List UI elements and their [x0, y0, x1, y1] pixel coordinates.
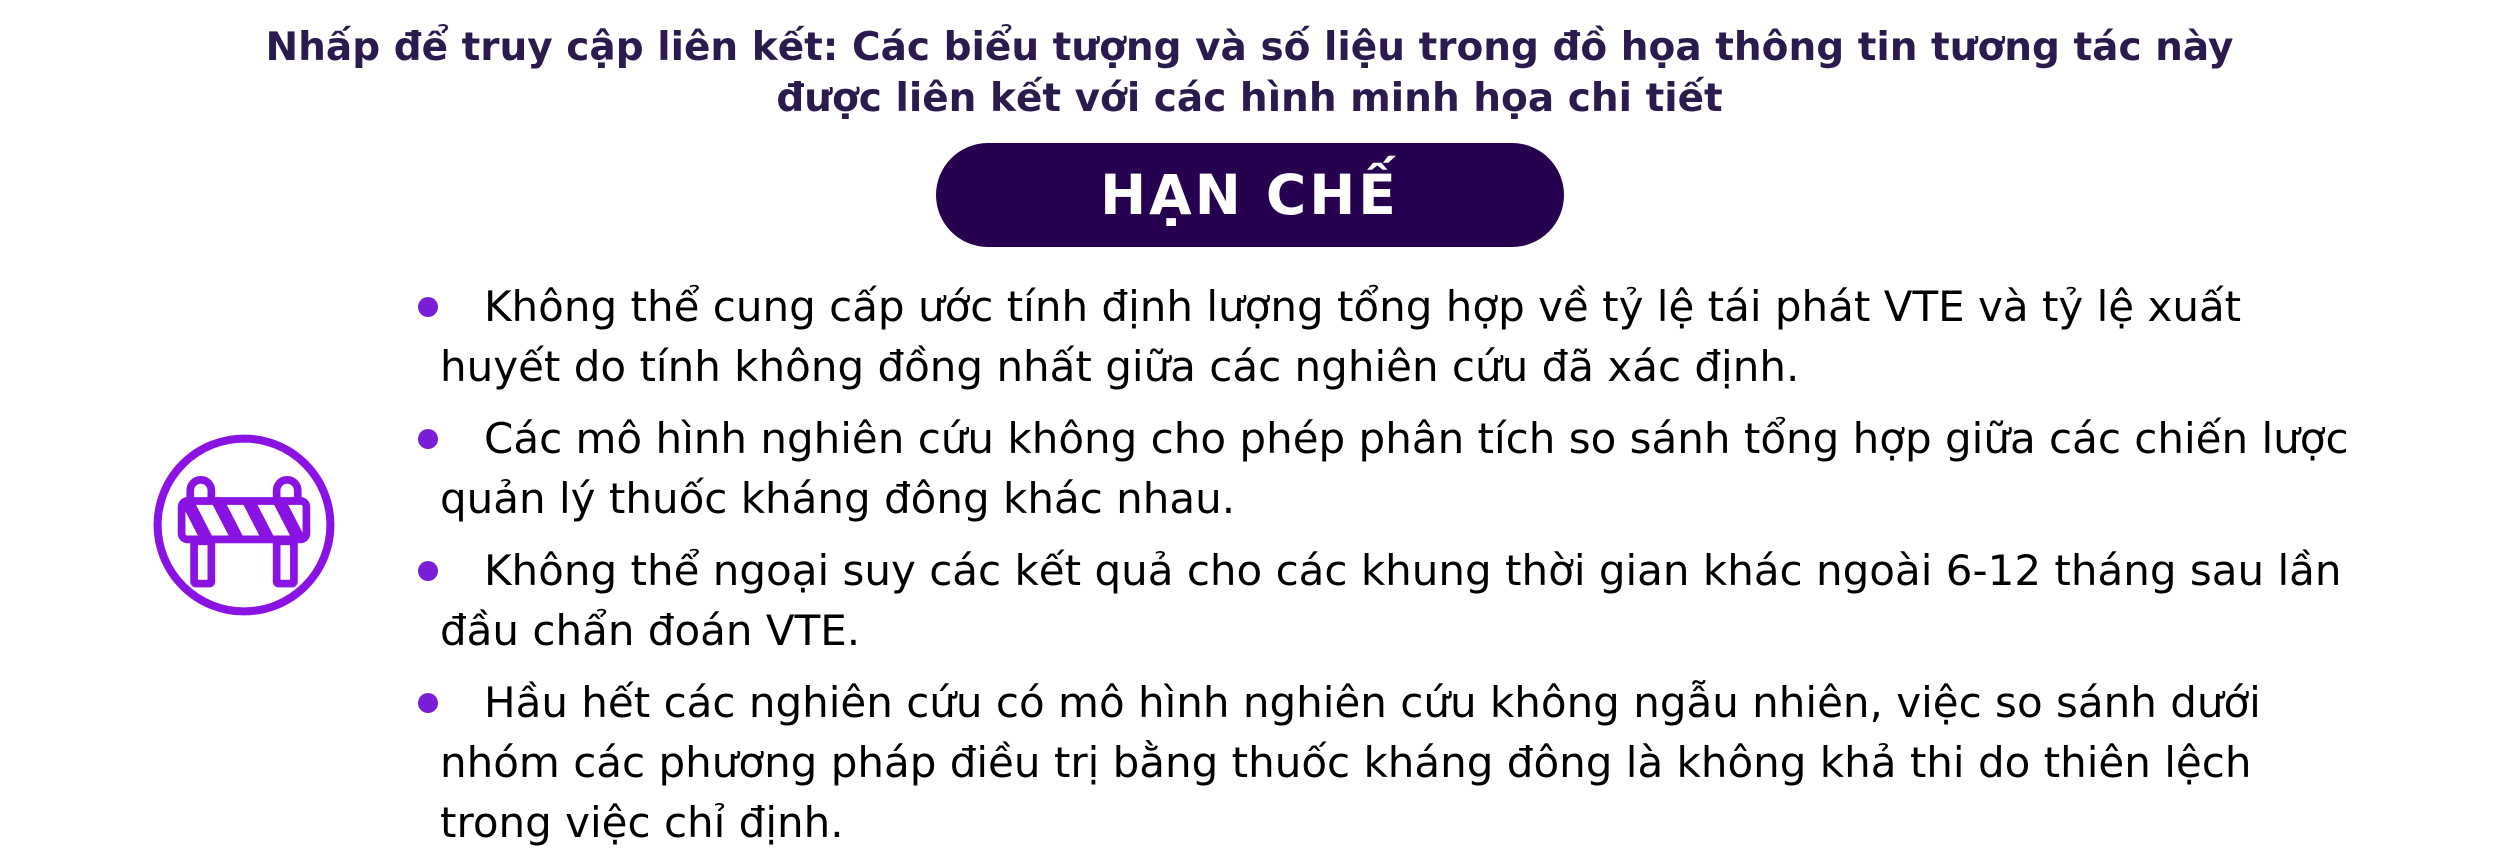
limitation-text-4: Hầu hết các nghiên cứu có mô hình nghiên cứu không ngẫu nhiên, việc so sánh dưới nhóm các phương pháp điều trị bằng thuốc kháng đông là không khả thi do thiên lệch trong việc chỉ định. — [440, 677, 2261, 847]
limitation-text-3: Không thể ngoại suy các kết quả cho các khung thời gian khác ngoài 6-12 tháng sau lần đầu chẩn đoán VTE. — [440, 545, 2342, 655]
intro-note: Nhấp để truy cập liên kết: Các biểu tượng và số liệu trong đồ họa thông tin tương tác này được liên kết với các hình minh họa chi tiết — [265, 25, 2234, 122]
limitations-content — [0, 277, 2499, 853]
limitation-text-1: Không thể cung cấp ước tính định lượng tổng hợp về tỷ lệ tái phát VTE và tỷ lệ xuất huyết do tính không đồng nhất giữa các nghiên cứu đã xác định. — [440, 281, 2242, 391]
section-title: HẠN CHẾ — [1100, 162, 1399, 227]
bullet-dot-icon — [418, 297, 438, 317]
bullet-dot-icon — [418, 693, 438, 713]
limitations-list — [418, 277, 2358, 853]
list-item — [418, 673, 2358, 853]
limitation-text-2: Các mô hình nghiên cứu không cho phép phân tích so sánh tổng hợp giữa các chiến lược quản lý thuốc kháng đông khác nhau. — [440, 413, 2349, 523]
list-item — [418, 277, 2358, 397]
list-item — [418, 409, 2358, 529]
bullet-dot-icon — [418, 561, 438, 581]
section-header-pill[interactable] — [936, 143, 1564, 247]
bullet-dot-icon — [418, 429, 438, 449]
list-item — [418, 541, 2358, 661]
roadblock-icon[interactable] — [148, 429, 340, 621]
